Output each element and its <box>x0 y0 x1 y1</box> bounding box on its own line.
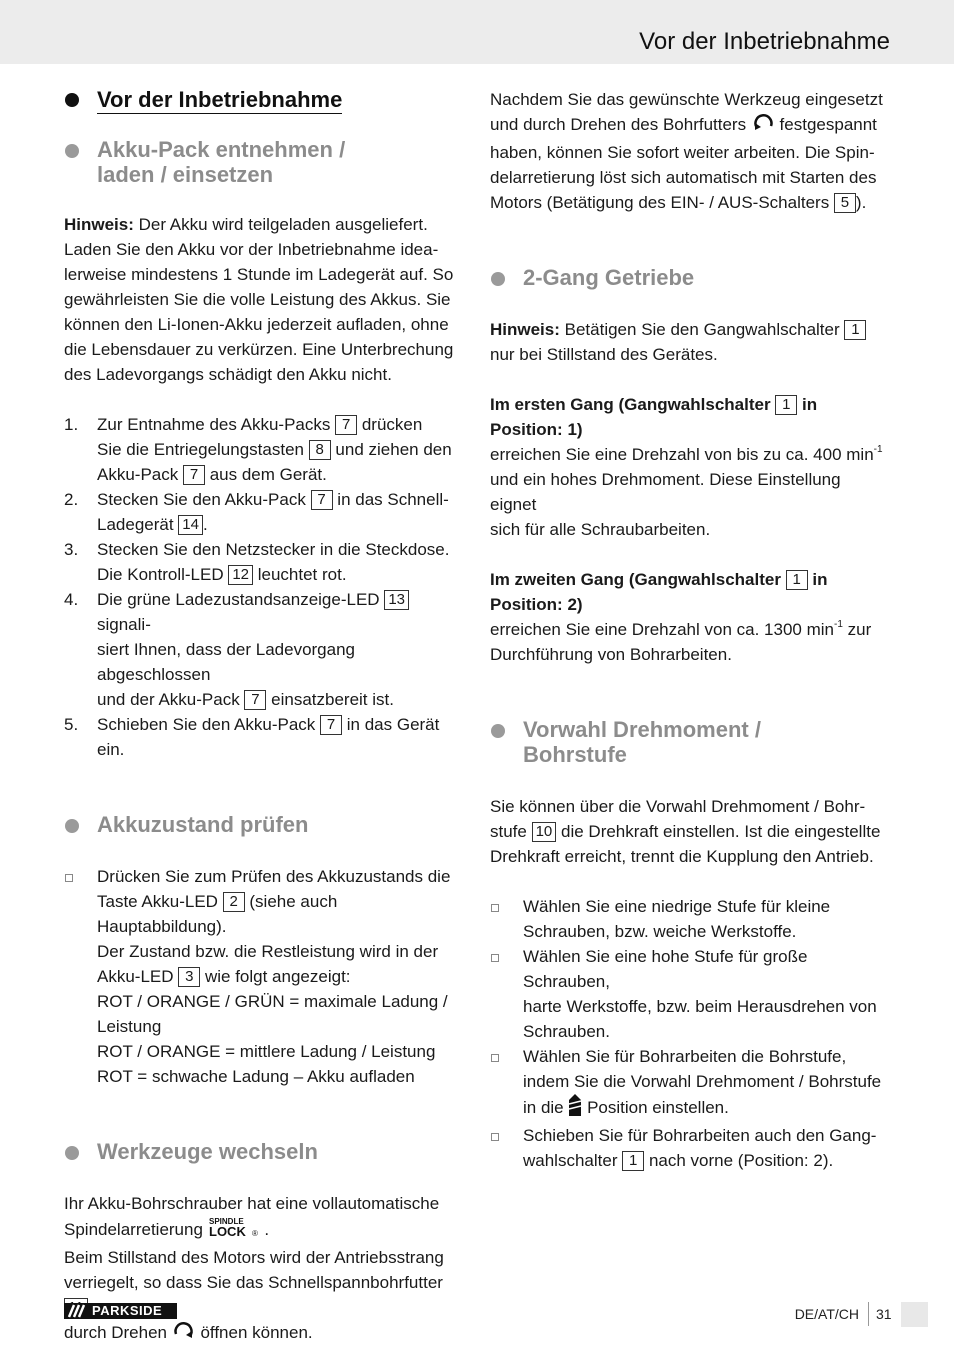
list-item: 1. Zur Entnahme des Akku-Packs 7 drücken Sie die Entriegelungstasten 8 und ziehen den Akku-Pack 7 aus dem Gerät. <box>64 415 452 484</box>
ref-number-box: 3 <box>178 967 200 987</box>
akku-steps-list <box>64 412 464 762</box>
list-item: 5. Schieben Sie den Akku-Pack 7 in das Gerät ein. <box>64 715 440 759</box>
list-item: Schieben Sie für Bohrarbeiten auch den Gang- wahlschalter 1 nach vorne (Position: 2). <box>490 1123 890 1173</box>
spindle-intro-text: Nachdem Sie das gewünschte Werkzeug eingesetzt und durch Drehen des Bohrfutters festgespannt haben, können Sie sofort weiter arbeiten. Die Spin- delarretierung löst sich automatisch mit Starten des Motors (Betätigung des EIN- / AUS-Schalters 5 ). <box>490 90 883 212</box>
square-bullet-icon <box>491 904 499 912</box>
list-item: 4. Die grüne Ladezustandsanzeige-LED 13 signali- siert Ihnen, dass der Ladevorgang abgeschlossen und der Akku-Pack 7 einsatzbereit ist. <box>64 587 464 712</box>
ref-number-box: 2 <box>223 892 245 912</box>
heading-2-gang: 2-Gang Getriebe <box>490 265 890 290</box>
vorwahl-list <box>490 894 890 1173</box>
bullet-dot-icon <box>65 93 79 107</box>
drill-bit-icon <box>568 1094 582 1123</box>
vorwahl-intro: Sie können über die Vorwahl Drehmoment / Bohr- stufe 10 die Drehkraft einstellen. Ist die eingestellte Drehkraft erreicht, trennt die Kupplung den Antrieb. <box>490 797 881 866</box>
list-item: Wählen Sie für Bohrarbeiten die Bohrstufe, indem Sie die Vorwahl Drehmoment / Bohrstufe in die Position einstellen. <box>490 1044 890 1123</box>
square-bullet-icon <box>65 874 73 882</box>
akku-note: Hinweis: Der Akku wird teilgeladen ausgeliefert. Laden Sie den Akku vor der Inbetriebnahme idea- lerweise mindestens 1 Stunde im Ladegerät auf. So gewährleisten Sie die volle Leistung des Akkus. Sie können den Li-Ionen-Akku jederzeit aufladen, ohne die Lebensdauer zu verkürzen. Eine Unterbrechung des Ladevorgangs schädigt den Akku nicht. <box>64 215 454 384</box>
spindle-lock-icon <box>208 1216 260 1245</box>
list-item: 2. Stecken Sie den Akku-Pack 7 in das Schnell- Ladegerät 14 . <box>64 490 449 534</box>
left-column <box>64 84 464 1348</box>
bullet-dot-icon <box>491 724 505 738</box>
parkside-logo: PARKSIDE <box>64 1303 177 1319</box>
gang-note: Hinweis: Betätigen Sie den Gangwahlschalter 1 nur bei Stillstand des Gerätes. <box>490 317 890 367</box>
ref-number-box: 7 <box>320 715 342 735</box>
page-header-title: Vor der Inbetriebnahme <box>639 28 890 55</box>
ref-number-box: 12 <box>228 565 253 585</box>
list-item: 3. Stecken Sie den Netzstecker in die Steckdose. Die Kontroll-LED 12 leuchtet rot. <box>64 540 450 584</box>
akkuzustand-list <box>64 864 464 1089</box>
bullet-dot-icon <box>65 144 79 158</box>
ref-number-box: 10 <box>532 822 557 842</box>
svg-text:LOCK: LOCK <box>208 1224 246 1238</box>
ref-number-box: 1 <box>622 1151 644 1171</box>
ref-number-box: 1 <box>844 320 866 340</box>
ref-number-box: 13 <box>384 590 409 610</box>
ref-number-box: 14 <box>178 515 203 535</box>
heading-akku-pack: Akku-Pack entnehmen / laden / einsetzen <box>64 137 464 187</box>
list-item: Drücken Sie zum Prüfen des Akkuzustands die Taste Akku-LED 2 (siehe auch Hauptabbildung). Der Zustand bzw. die Restleistung wird in der Akku-LED 3 wie folgt angezeigt: ROT / ORANGE / GRÜN = maximale Ladung / Leistung ROT / ORANGE = mittlere Ladung / Leistung ROT = schwache Ladung – Akku aufladen <box>64 864 464 1089</box>
list-item: Wählen Sie eine hohe Stufe für große Schrauben, harte Werkstoffe, bzw. beim Herausdrehen von Schrauben. <box>490 944 890 1044</box>
rotate-clockwise-icon <box>172 1321 196 1348</box>
square-bullet-icon <box>491 1054 499 1062</box>
list-item: Wählen Sie eine niedrige Stufe für kleine Schrauben, bzw. weiche Werkstoffe. <box>490 894 890 944</box>
heading-werkzeuge: Werkzeuge wechseln <box>64 1139 464 1164</box>
svg-text:®: ® <box>251 1229 258 1238</box>
section-heading-main: Vor der Inbetriebnahme <box>64 86 464 114</box>
heading-vorwahl: Vorwahl Drehmoment / Bohrstufe <box>490 717 890 767</box>
logo-slashes-icon <box>64 1303 90 1319</box>
footer-divider <box>868 1302 869 1326</box>
werkzeuge-text: Ihr Akku-Bohrschrauber hat eine vollautomatische Spindelarretierung SPINDLE LOCK ® . Beim Stillstand des Motors wird der Antriebsstrang verriegelt, so dass Sie das Schnellspannbohrfutter durch Drehen öffnen können. <box>64 1191 464 1348</box>
rotate-counterclockwise-icon <box>751 113 775 140</box>
footer-tab <box>901 1302 928 1327</box>
right-column <box>490 84 890 1173</box>
ref-number-box: 8 <box>309 440 331 460</box>
ref-number-box: 5 <box>834 193 856 213</box>
ref-number-box: 7 <box>335 415 357 435</box>
second-gear-block: Im zweiten Gang (Gangwahlschalter 1 in Position: 2) erreichen Sie eine Drehzahl von ca. 1300 $\min^{-1}$ zur Durchführung von Bohrarbeiten. <box>490 570 872 664</box>
first-gear-block: Im ersten Gang (Gangwahlschalter 1 in Position: 1) erreichen Sie eine Drehzahl von bis zu ca. 400 $\min^{-1}$ und ein hohes Drehmoment. Diese Einstellung eignet sich für alle Schraubarbeiten. <box>490 395 883 539</box>
heading-akkuzustand: Akkuzustand prüfen <box>64 812 464 837</box>
ref-number-box: 7 <box>311 490 333 510</box>
bullet-dot-icon <box>65 819 79 833</box>
ref-number-box: 1 <box>775 395 797 415</box>
square-bullet-icon <box>491 1133 499 1141</box>
ref-number-box: 7 <box>244 690 266 710</box>
footer-language-codes: DE/AT/CH <box>794 1306 859 1322</box>
page-number: 31 <box>876 1306 892 1322</box>
ref-number-box: 1 <box>786 570 808 590</box>
svg-text:SPINDLE: SPINDLE <box>208 1217 244 1226</box>
ref-number-box: 7 <box>183 465 205 485</box>
bullet-dot-icon <box>491 272 505 286</box>
square-bullet-icon <box>491 954 499 962</box>
bullet-dot-icon <box>65 1146 79 1160</box>
